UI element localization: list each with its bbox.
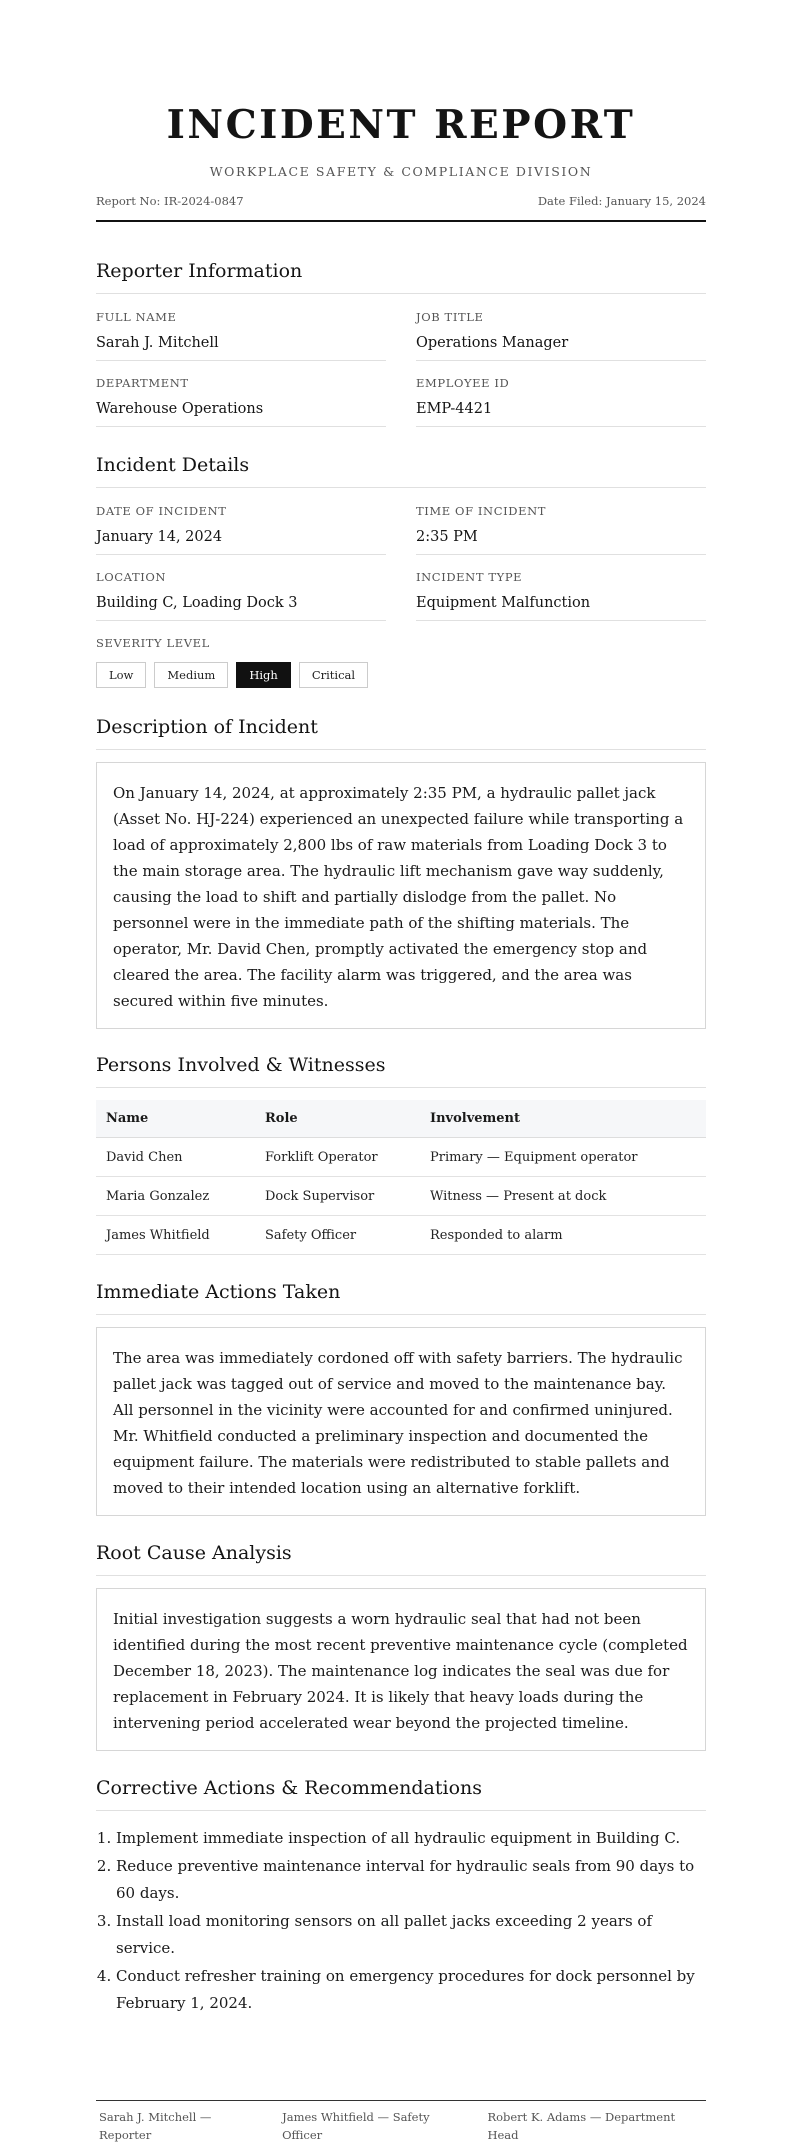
cell-role: Forklift Operator (255, 1138, 420, 1177)
table-row (96, 1138, 706, 1177)
section-title-actions: Immediate Actions Taken (96, 1279, 706, 1315)
field-value: January 14, 2024 (96, 527, 386, 555)
field-incident-type (416, 554, 706, 620)
field-label: JOB TITLE (416, 310, 484, 324)
field-value: Equipment Malfunction (416, 593, 706, 621)
severity-option-high[interactable]: High (236, 662, 290, 688)
severity-option-critical[interactable]: Critical (299, 662, 368, 688)
reporter-fields (96, 294, 706, 426)
field-date-of-incident (96, 488, 386, 554)
section-title-description: Description of Incident (96, 714, 706, 750)
list-item: 2. Reduce preventive maintenance interval for hydraulic seals from 90 days to 60 days. (116, 1853, 706, 1908)
column-header-role: Role (255, 1100, 420, 1138)
field-label: TIME OF INCIDENT (416, 504, 546, 518)
field-label: EMPLOYEE ID (416, 376, 510, 390)
field-job-title (416, 294, 706, 360)
cell-involvement: Responded to alarm (420, 1216, 706, 1255)
persons-section (96, 1052, 706, 1255)
cell-involvement: Witness — Present at dock (420, 1177, 706, 1216)
cell-name: Maria Gonzalez (96, 1177, 255, 1216)
severity-option-medium[interactable]: Medium (154, 662, 228, 688)
description-text: On January 14, 2024, at approximately 2:35 PM, a hydraulic pallet jack (Asset No. HJ-224) experienced an unexpected failure while transporting a load of approximately 2,800 lbs of raw materials from Loading Dock 3 to the main storage area. The hydraulic lift mechanism gave way suddenly, causing the load to shift and partially dislodge from the pallet. No personnel were in the immediate path of the shifting materials. The operator, Mr. David Chen, promptly activated the emergency stop and cleared the area. The facility alarm was triggered, and the area was secured within five minutes. (96, 762, 706, 1029)
field-label: LOCATION (96, 570, 167, 584)
cell-involvement: Primary — Equipment operator (420, 1138, 706, 1177)
field-full-name (96, 294, 386, 360)
table-row (96, 1177, 706, 1216)
severity-option-low[interactable]: Low (96, 662, 146, 688)
field-value: Building C, Loading Dock 3 (96, 593, 386, 621)
section-title-corrective: Corrective Actions & Recommendations (96, 1775, 706, 1811)
signature-reporter: Sarah J. Mitchell — Reporter (99, 2109, 212, 2142)
incident-report-page (96, 0, 706, 2144)
cell-role: Dock Supervisor (255, 1177, 420, 1216)
column-header-name: Name (96, 1100, 255, 1138)
incident-details-section (96, 452, 706, 688)
division-subtitle: WORKPLACE SAFETY & COMPLIANCE DIVISION (209, 164, 593, 179)
incident-fields (96, 488, 706, 620)
field-location (96, 554, 386, 620)
signature-safety-officer: James Whitfield — Safety Officer (282, 2109, 430, 2142)
report-meta (96, 192, 706, 222)
field-value: Warehouse Operations (96, 399, 386, 427)
corrective-list (96, 1825, 706, 2018)
list-item: 1. Implement immediate inspection of all hydraulic equipment in Building C. (116, 1825, 706, 1853)
severity-label: SEVERITY LEVEL (96, 636, 210, 650)
field-label: FULL NAME (96, 310, 177, 324)
list-item: 4. Conduct refresher training on emergency procedures for dock personnel by February 1, 2024. (116, 1963, 706, 2018)
persons-table (96, 1100, 706, 1255)
table-header-row (96, 1100, 706, 1138)
column-header-involvement: Involvement (420, 1100, 706, 1138)
section-title-incident-details: Incident Details (96, 452, 706, 488)
cell-name: David Chen (96, 1138, 255, 1177)
section-title-persons: Persons Involved & Witnesses (96, 1052, 706, 1088)
list-item: 3. Install load monitoring sensors on all pallet jacks exceeding 2 years of service. (116, 1908, 706, 1963)
severity-selector (96, 662, 706, 688)
description-section (96, 714, 706, 1029)
cell-name: James Whitfield (96, 1216, 255, 1255)
section-title-root-cause: Root Cause Analysis (96, 1540, 706, 1576)
field-label: DATE OF INCIDENT (96, 504, 227, 518)
field-value: Sarah J. Mitchell (96, 333, 386, 361)
field-label: DEPARTMENT (96, 376, 189, 390)
root-cause-text: Initial investigation suggests a worn hydraulic seal that had not been identified during the most recent preventive maintenance cycle (completed December 18, 2023). The maintenance log indicates the seal was due for replacement in February 2024. It is likely that heavy loads during the intervening period accelerated wear beyond the projected timeline. (96, 1588, 706, 1751)
section-title-reporter: Reporter Information (96, 258, 706, 294)
date-filed: Date Filed: January 15, 2024 (537, 194, 706, 208)
field-value: EMP-4421 (416, 399, 706, 427)
corrective-section (96, 1775, 706, 2018)
root-cause-section (96, 1540, 706, 1751)
field-value: 2:35 PM (416, 527, 706, 555)
reporter-section (96, 258, 706, 426)
page-title: INCIDENT REPORT (166, 102, 636, 148)
actions-section (96, 1279, 706, 1516)
field-label: INCIDENT TYPE (416, 570, 523, 584)
actions-text: The area was immediately cordoned off with safety barriers. The hydraulic pallet jack was tagged out of service and moved to the maintenance bay. All personnel in the vicinity were accounted for and confirmed uninjured. Mr. Whitfield conducted a preliminary inspection and documented the equipment failure. The materials were redistributed to stable pallets and moved to their intended location using an alternative forklift. (96, 1327, 706, 1516)
table-row (96, 1216, 706, 1255)
cell-role: Safety Officer (255, 1216, 420, 1255)
field-time-of-incident (416, 488, 706, 554)
field-department (96, 360, 386, 426)
field-value: Operations Manager (416, 333, 706, 361)
signature-department-head: Robert K. Adams — Department Head (487, 2109, 676, 2142)
report-number: Report No: IR-2024-0847 (96, 194, 244, 208)
field-employee-id (416, 360, 706, 426)
